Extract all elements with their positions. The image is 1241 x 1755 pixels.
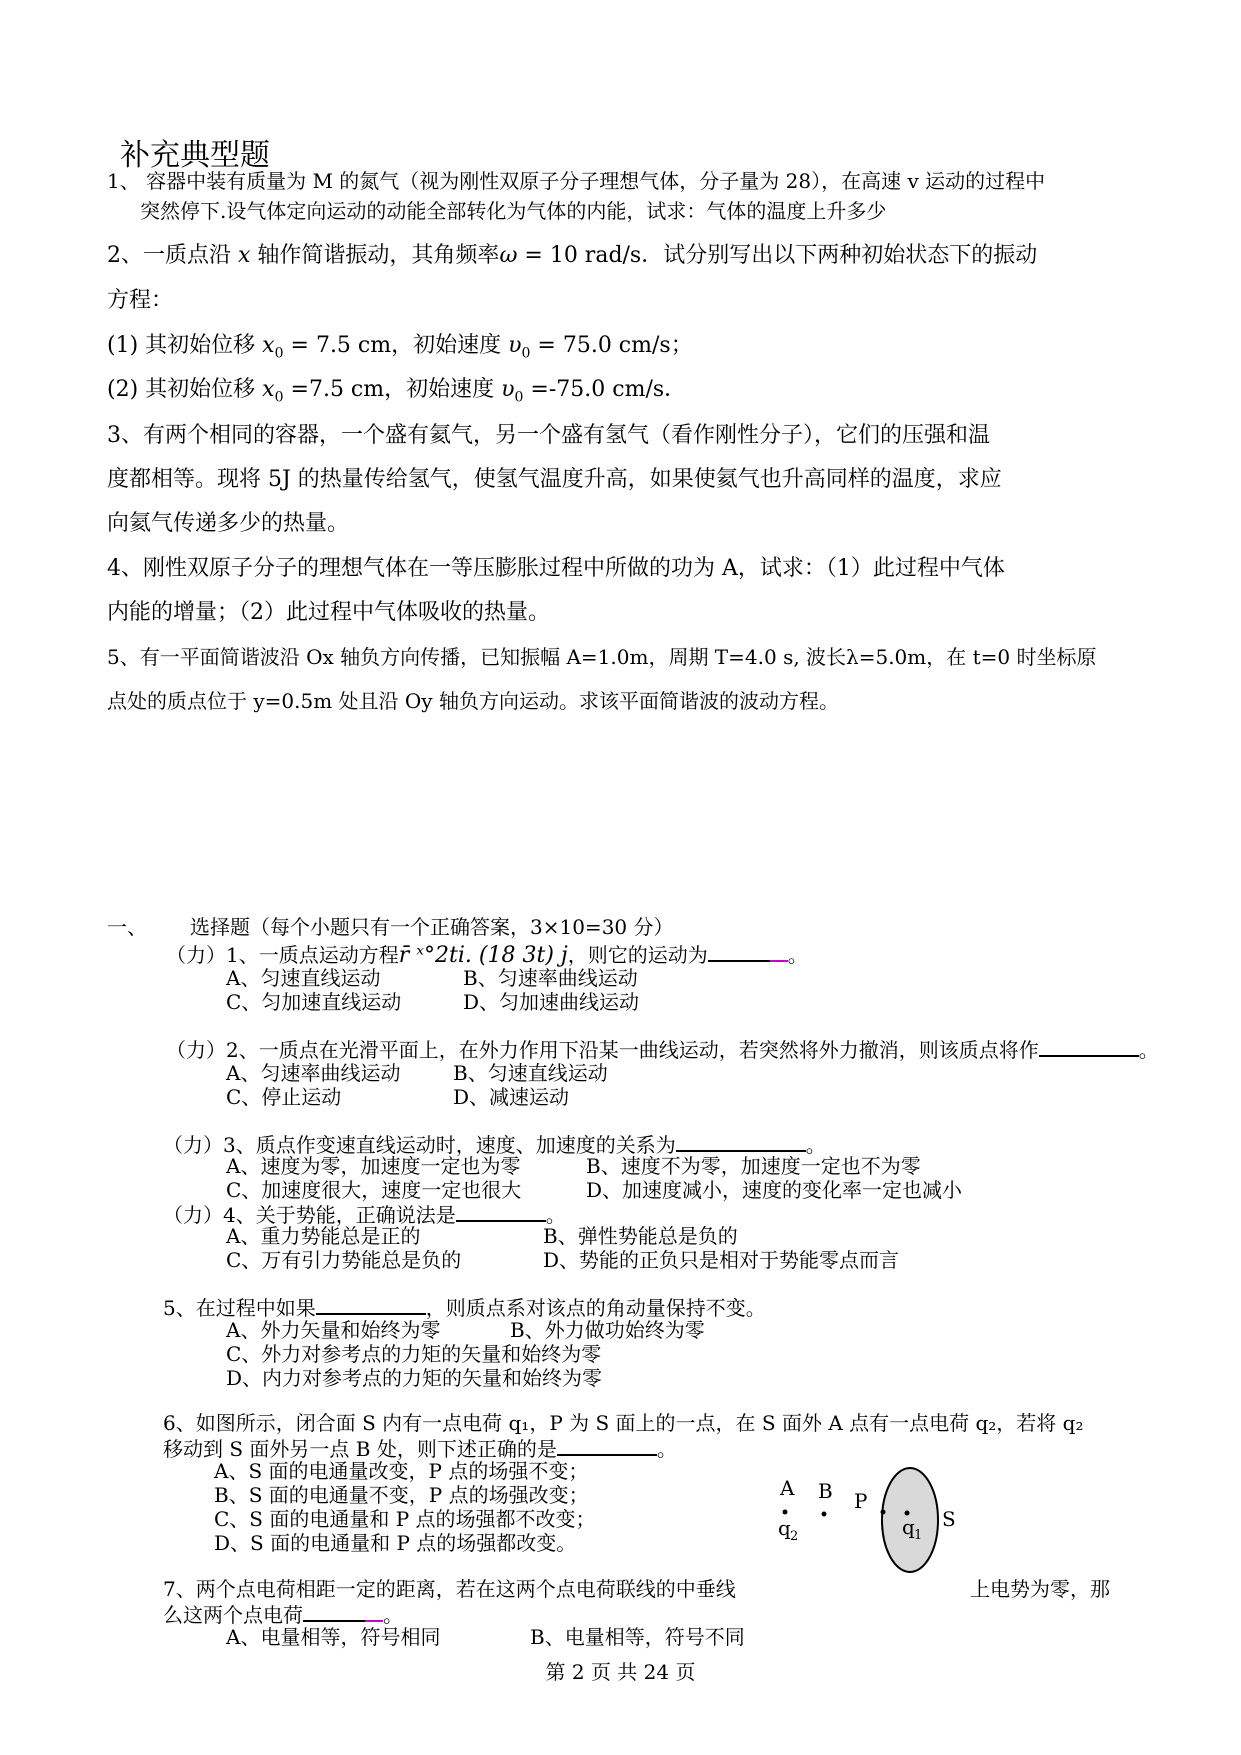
problem-3-line-1: 3、有两个相同的容器，一个盛有氦气，另一个盛有氢气（看作刚性分子），它们的压强和温 <box>107 423 991 448</box>
q1-option-b: B、匀速率曲线运动 <box>463 966 638 990</box>
q2-blank <box>1039 1035 1139 1057</box>
q3-end: 。 <box>805 1133 826 1157</box>
problem-5-line-1: 5、有一平面简谐波沿 Ox 轴负方向传播，已知振幅 A=1.0m，周期 T=4.0 s, 波长λ=5.0m，在 t=0 时坐标原 <box>107 645 1097 669</box>
q6-figure <box>770 1460 970 1580</box>
q5-option-a: A、外力矢量和始终为零 <box>226 1318 441 1342</box>
q5-stem <box>163 1293 766 1321</box>
q6-line2-text: 移动到 S 面外另一点 B 处，则下述正确的是 <box>163 1437 557 1461</box>
q2-end: 。 <box>1138 1038 1159 1062</box>
p2-text: 轴作简谐振动，其角频率 <box>257 243 500 268</box>
p2-l4-sub: 0 <box>274 389 284 406</box>
q7-line2-text: 么这两个点电荷 <box>163 1603 303 1627</box>
p2-l3-text2: = 7.5 cm，初始速度 <box>290 333 502 358</box>
problem-3-line-2: 度都相等。现将 5J 的热量传给氢气，使氢气温度升高，如果使氦气也升高同样的温度，求应 <box>107 467 1002 492</box>
q6-option-a: A、S 面的电通量改变，P 点的场强不变； <box>214 1459 589 1483</box>
q5-text2: ，则质点系对该点的角动量保持不变。 <box>425 1296 766 1320</box>
p2-x: x <box>238 243 251 268</box>
p2-text: = 10 rad/s．试分别写出以下两种初始状态下的振动 <box>524 243 1038 268</box>
point-b-dot <box>822 1512 827 1517</box>
q7-pink-mark <box>365 1620 383 1622</box>
q5-text: 5、在过程中如果 <box>163 1296 316 1320</box>
q6-option-c: C、S 面的电通量和 P 点的场强都不改变； <box>214 1507 596 1531</box>
q3-option-c: C、加速度很大，速度一定也很大 <box>226 1178 522 1202</box>
q3-option-a: A、速度为零，加速度一定也为零 <box>226 1154 521 1178</box>
q7-end: 。 <box>383 1603 403 1627</box>
q1-option-c: C、匀加速直线运动 <box>226 990 402 1014</box>
q5-option-b: B、外力做功始终为零 <box>510 1318 705 1342</box>
choice-heading: 选择题（每个小题只有一个正确答案，3×10=30 分） <box>190 915 674 939</box>
label-p: P <box>854 1489 868 1513</box>
problem-3-line-3: 向氦气传递多少的热量。 <box>107 511 350 536</box>
q4-end: 。 <box>545 1203 566 1227</box>
q1-pink-mark <box>770 960 788 962</box>
q4-option-c: C、万有引力势能总是负的 <box>226 1248 462 1272</box>
p2-l3-sub2: 0 <box>521 345 531 362</box>
q7-option-a: A、电量相等，符号相同 <box>226 1625 441 1649</box>
q1-option-a: A、匀速直线运动 <box>226 966 381 990</box>
q3-text: （力）3、质点作变速直线运动时，速度、加速度的关系为 <box>163 1133 676 1157</box>
q2-option-c: C、停止运动 <box>226 1085 342 1109</box>
p2-text: 2、一质点沿 <box>107 243 231 268</box>
q7-line-1a: 7、两个点电荷相距一定的距离，若在这两个点电荷联线的中垂线 <box>163 1577 736 1601</box>
problem-4-line-2: 内能的增量；（2）此过程中气体吸收的热量。 <box>107 600 550 625</box>
q1-formula: r̄ ˣ°2ti. (18 3t) j <box>398 943 568 968</box>
q4-option-b: B、弹性势能总是负的 <box>543 1224 738 1248</box>
q5-option-c: C、外力对参考点的力矩的矢量和始终为零 <box>226 1342 602 1366</box>
q4-option-d: D、势能的正负只是相对于势能零点而言 <box>543 1248 900 1272</box>
q7-blank <box>303 1600 365 1622</box>
q2-option-d: D、减速运动 <box>453 1085 570 1109</box>
q3-option-d: D、加速度减小，速度的变化率一定也减小 <box>586 1178 963 1202</box>
problem-2-line-4 <box>107 374 686 413</box>
p2-l4-x: x <box>262 377 275 402</box>
problem-1-line-1: 1、 容器中装有质量为 M 的氮气（视为刚性双原子分子理想气体，分子量为 28），在高速 v 运动的过程中 <box>107 169 1046 193</box>
p2-l4-sub2: 0 <box>514 389 524 406</box>
problem-4-line-1: 4、刚性双原子分子的理想气体在一等压膨胀过程中所做的功为 A，试求：（1）此过程中气体 <box>107 556 1005 581</box>
q4-option-a: A、重力势能总是正的 <box>226 1224 421 1248</box>
p2-l4-text2: =7.5 cm，初始速度 <box>290 377 495 402</box>
q2-stem <box>166 1035 1159 1063</box>
q6-option-d: D、S 面的电通量和 P 点的场强都改变。 <box>214 1531 577 1555</box>
q6-option-b: B、S 面的电通量不变，P 点的场强改变； <box>214 1483 589 1507</box>
problem-2-line-3 <box>107 330 693 369</box>
problem-1-line-2: 突然停下.设气体定向运动的动能全部转化为气体的内能，试求：气体的温度上升多少 <box>140 199 887 223</box>
p2-l3-sub: 0 <box>274 345 284 362</box>
p2-l4-text3: =-75.0 cm/s． <box>530 377 687 402</box>
p2-l4-text: (2) 其初始位移 <box>107 377 256 402</box>
p2-l3-text: (1) 其初始位移 <box>107 333 256 358</box>
q7-line-1b: 上电势为零，那 <box>970 1577 1110 1601</box>
q5-blank <box>316 1293 426 1315</box>
q2-option-b: B、匀速直线运动 <box>453 1061 608 1085</box>
label-a: A <box>780 1476 795 1500</box>
p2-omega: ω <box>499 243 518 268</box>
label-b: B <box>818 1479 833 1503</box>
q6-line-2 <box>163 1434 677 1462</box>
q2-text: （力）2、一质点在光滑平面上，在外力作用下沿某一曲线运动，若突然将外力撤消，则该质点将作 <box>166 1038 1039 1062</box>
q6-line-1: 6、如图所示，闭合面 S 内有一点电荷 q₁，P 为 S 面上的一点，在 S 面外 A 点有一点电荷 q₂，若将 q₂ <box>163 1411 1084 1435</box>
point-p-dot <box>881 1510 886 1515</box>
problem-2-line-2: 方程： <box>107 288 174 313</box>
q6-blank <box>557 1434 657 1456</box>
q6-end: 。 <box>656 1437 677 1461</box>
q1-blank <box>708 940 770 962</box>
choice-heading-number: 一、 <box>107 915 147 939</box>
p2-l3-v: υ <box>508 333 522 358</box>
q1-stem <box>166 940 808 969</box>
label-s: S <box>942 1507 956 1531</box>
q4-blank <box>456 1200 546 1222</box>
p2-l4-v: υ <box>501 377 515 402</box>
problem-2-line-1 <box>107 240 1037 272</box>
q1-end: 。 <box>787 943 808 967</box>
q1-prefix: （力）1、一质点运动方程 <box>166 943 399 967</box>
q5-option-d: D、内力对参考点的力矩的矢量和始终为零 <box>226 1366 603 1390</box>
page-footer: 第 2 页 共 24 页 <box>545 1660 696 1684</box>
label-q1-sub: 1 <box>914 1528 923 1543</box>
q1-suffix: ，则它的运动为 <box>567 943 708 967</box>
q7-option-b: B、电量相等，符号不同 <box>530 1625 745 1649</box>
q1-option-d: D、匀加速曲线运动 <box>463 990 640 1014</box>
section-title: 补充典型题 <box>120 138 270 173</box>
q3-blank <box>676 1130 806 1152</box>
p2-l3-text3: = 75.0 cm/s； <box>537 333 693 358</box>
label-q2: q <box>778 1516 791 1540</box>
charge-q2-dot <box>783 1510 788 1515</box>
q2-option-a: A、匀速率曲线运动 <box>226 1061 401 1085</box>
q7-line-2 <box>163 1600 403 1628</box>
q3-option-b: B、速度不为零，加速度一定也不为零 <box>586 1154 921 1178</box>
label-q1: q <box>902 1515 915 1539</box>
p2-l3-x: x <box>262 333 275 358</box>
q4-text: （力）4、关于势能，正确说法是 <box>163 1203 456 1227</box>
problem-5-line-2: 点处的质点位于 y=0.5m 处且沿 Oy 轴负方向运动。求该平面简谐波的波动方程。 <box>107 689 839 713</box>
label-q2-sub: 2 <box>790 1529 799 1544</box>
